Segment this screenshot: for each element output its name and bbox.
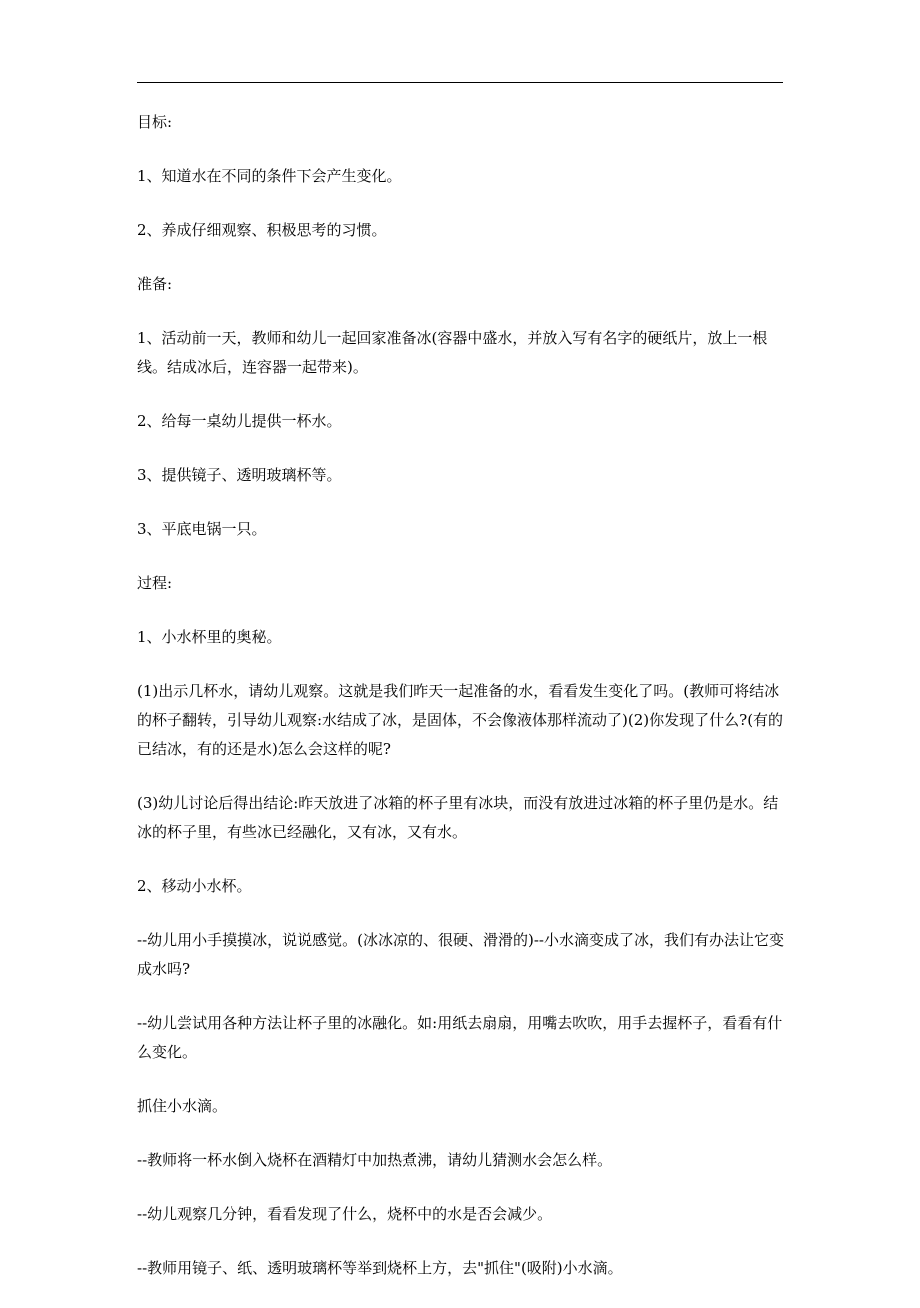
preparation-item-2: 2、给每一桌幼儿提供一杯水。 [137,412,342,430]
process-step-2-paragraph-1: --幼儿用小手摸摸冰，说说感觉。(冰冰凉的、很硬、滑滑的)--小水滴变成了冰，我们有办法让它变成水吗? [137,931,784,978]
goal-item-2: 2、养成仔细观察、积极思考的习惯。 [137,221,387,239]
process-step-1-title: 1、小水杯里的奥秘。 [137,628,282,646]
document-body [137,108,785,1308]
process-step-3-paragraph-3: --教师用镜子、纸、透明玻璃杯等举到烧杯上方，去"抓住"(吸附)小水滴。 [137,1259,623,1277]
section-heading-preparation: 准备: [137,275,173,293]
preparation-item-4: 3、平底电锅一只。 [137,520,267,538]
section-heading-process: 过程: [137,574,173,592]
process-step-3-paragraph-1: --教师将一杯水倒入烧杯在酒精灯中加热煮沸，请幼儿猜测水会怎么样。 [137,1151,613,1169]
goal-item-1: 1、知道水在不同的条件下会产生变化。 [137,167,402,185]
preparation-item-1: 1、活动前一天，教师和幼儿一起回家准备冰(容器中盛水，并放入写有名字的硬纸片，放上一根线。结成冰后，连容器一起带来)。 [137,329,768,376]
process-step-1-paragraph-2: (3)幼儿讨论后得出结论:昨天放进了冰箱的杯子里有冰块，而没有放进过冰箱的杯子里仍是水。结冰的杯子里，有些冰已经融化，又有冰，又有水。 [137,794,779,841]
process-step-1-paragraph-1: (1)出示几杯水，请幼儿观察。这就是我们昨天一起准备的水，看看发生变化了吗。(教师可将结冰的杯子翻转，引导幼儿观察:水结成了冰，是固体，不会像液体那样流动了)(2)你发现了什么?(有的已结冰，有的还是水)怎么会这样的呢? [137,682,784,758]
header-rule [137,82,783,83]
process-step-3-paragraph-2: --幼儿观察几分钟，看看发现了什么，烧杯中的水是否会减少。 [137,1205,553,1223]
process-step-3-title: 抓住小水滴。 [137,1097,228,1115]
section-heading-goals: 目标: [137,113,173,131]
preparation-item-3: 3、提供镜子、透明玻璃杯等。 [137,466,342,484]
process-step-2-paragraph-2: --幼儿尝试用各种方法让杯子里的冰融化。如:用纸去扇扇，用嘴去吹吹，用手去握杯子，看看有什么变化。 [137,1014,783,1061]
process-step-2-title: 2、移动小水杯。 [137,877,252,895]
